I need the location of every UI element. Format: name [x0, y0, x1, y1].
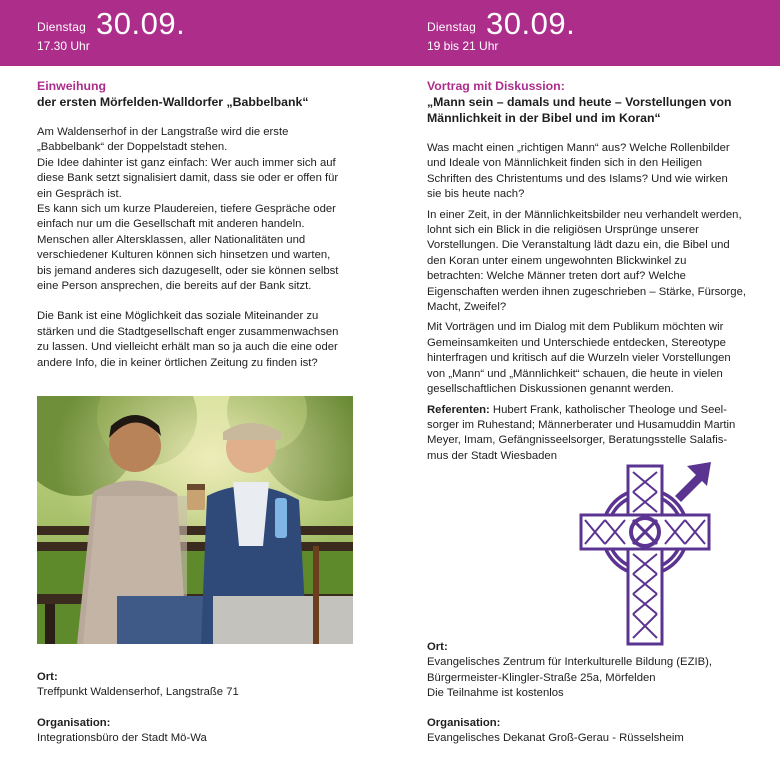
- right-ort-label: Ort:: [427, 641, 448, 653]
- left-kicker: Einweihung: [37, 79, 106, 93]
- right-paragraph: In einer Zeit, in der Männlichkeitsbilder neu verhandelt werden, lohnt sich ein Blick in die religiösen Ursprünge unserer Vorstellungen. Die Veranstaltung lädt dazu ein, die Bibel und den Koran unter einem ungewohnten Blickwinkel zu betrachten: Welche Männer treten dort auf? Welche Eigenschaften werden ihnen zugeschrieben – Stärke, Fürsorge, Macht, Zweifel?: [427, 208, 747, 314]
- right-org-value: Evangelisches Dekanat Groß-Gerau - Rüsselsheim: [427, 732, 684, 745]
- right-event-heading: [427, 78, 777, 126]
- right-date: 30.09.: [486, 6, 576, 41]
- right-location: [427, 640, 777, 702]
- left-paragraph: Am Waldenserhof in der Langstraße wird die erste „Babbelbank“ der Doppelstadt stehen. Die Idee dahinter ist ganz einfach: Wer auch immer sich auf diese Bank setzt signalisiert damit, dass sie oder er offen für ein Gespräch ist. Es kann sich um kurze Plaudereien, tiefere Gespräche oder einfach nur um die Gesellschaft mit anderen handeln. Menschen aller Altersklassen, aller Nationalitäten und verschiedener Kulturen können sich hinsetzen und warten, bis jemand anderes sich dazugesellt, oder sie können selbst eine Person ansprechen, die bereits auf der Bank sitzt.: [37, 126, 339, 293]
- left-org-label: Organisation:: [37, 717, 111, 729]
- right-ort-line: Bürgermeister-Klingler-Straße 25a, Mörfelden: [427, 671, 656, 684]
- left-title: der ersten Mörfelden-Walldorfer „Babbelbank“: [37, 95, 309, 109]
- right-org-label: Organisation:: [427, 717, 501, 729]
- right-title: „Mann sein – damals und heute – Vorstellungen von Männlichkeit in der Bibel und im Koran“: [427, 95, 732, 125]
- left-ort-label: Ort:: [37, 671, 58, 683]
- right-description: [427, 141, 777, 464]
- right-paragraph: Was macht einen „richtigen Mann“ aus? Welche Rollenbilder und Ideale von Männlichkeit finden sich in den Heiligen Schriften des Christentums und des Islams? Und wie wirken sie bis heute nach?: [427, 142, 730, 201]
- header-banner: [0, 0, 780, 66]
- left-ort-value: Treffpunkt Waldenserhof, Langstraße 71: [37, 686, 239, 699]
- left-date: 30.09.: [96, 6, 186, 41]
- left-organisation: [37, 716, 367, 747]
- right-ort-line: Evangelisches Zentrum für Interkulturelle Bildung (EZIB),: [427, 656, 713, 669]
- right-day: Dienstag: [427, 20, 476, 34]
- referenten-label: Referenten:: [427, 403, 490, 416]
- left-description: [37, 125, 367, 371]
- left-location: [37, 670, 367, 701]
- bench-photo: [37, 396, 353, 644]
- left-event-heading: [37, 78, 367, 110]
- right-time: 19 bis 21 Uhr: [427, 39, 499, 53]
- park-bench-illustration: [37, 396, 353, 644]
- celtic-cross-icon: [575, 462, 715, 648]
- right-kicker: Vortrag mit Diskussion:: [427, 79, 565, 93]
- right-ort-line: Die Teilnahme ist kostenlos: [427, 687, 564, 700]
- left-org-value: Integrationsbüro der Stadt Mö-Wa: [37, 732, 207, 745]
- left-time: 17.30 Uhr: [37, 39, 90, 53]
- left-day: Dienstag: [37, 20, 86, 34]
- left-paragraph: Die Bank ist eine Möglichkeit das soziale Miteinander zu stärken und die Stadtgesellschaft enger zusammenwachsen zu lassen. Und vielleicht erhält man so ja auch die eine oder andere Info, die in keiner örtlichen Zeitung zu finden ist?: [37, 310, 339, 369]
- right-paragraph: Mit Vorträgen und im Dialog mit dem Publikum möchten wir Gemeinsamkeiten und Unterschiede entdecken, Stereotype hinterfragen und kritisch auf die Wurzeln vieler Vorstellungen von „Mann“ und „Männlichkeit“ schauen, die heute in vielen gesellschaftlichen Diskussionen genannt werden.: [427, 321, 731, 396]
- right-organisation: [427, 716, 777, 747]
- referenten: Referenten: Hubert Frank, katholischer Theologe und Seel- sorger im Ruhestand; Männerberater und Husamuddin Martin Meyer, Imam, Gefängnisseelsorger, Beratungsstelle Salafis- mus der Stadt Wiesbaden: [427, 403, 736, 462]
